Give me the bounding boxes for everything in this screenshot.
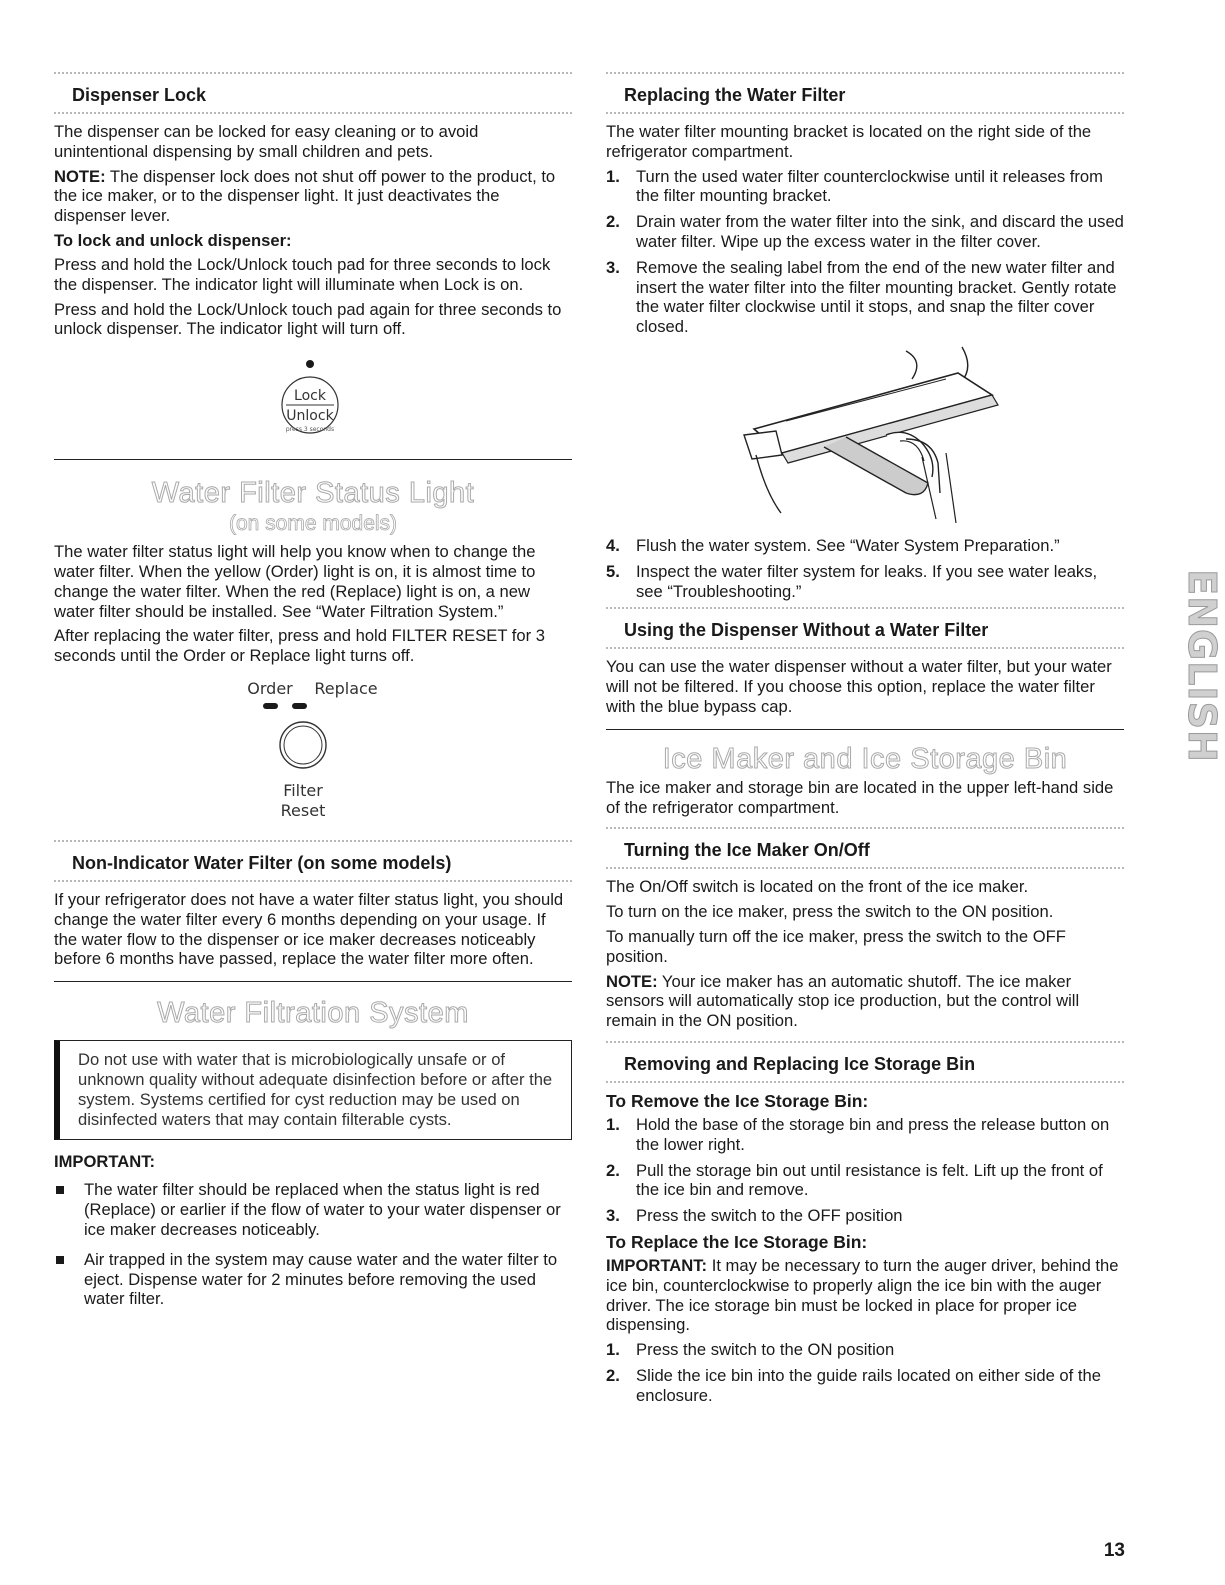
- note-text: Your ice maker has an automatic shutoff. The ice maker sensors will automatically stop ice production, but the control will remain in the ON position.: [606, 971, 1080, 1031]
- non-indicator-section: [54, 840, 572, 969]
- replace-indicator-light: [292, 703, 307, 709]
- status-light-paragraph: The water filter status light will help you know when to change the water filter. When the yellow (Order) light is on, it is almost time to change the water filter. When the red (Replace) light is on, a new water filter should be installed. See “Water Filtration System.”: [54, 542, 536, 621]
- on-off-p2: To turn on the ice maker, press the switch to the ON position.: [606, 902, 1054, 922]
- on-off-p3: To manually turn off the ice maker, press the switch to the OFF position.: [606, 926, 1066, 966]
- list-item: [54, 1180, 572, 1239]
- list-item: [606, 1340, 1124, 1360]
- step-text: Flush the water system. See “Water System Preparation.”: [636, 535, 1060, 555]
- step-number: 4.: [606, 535, 620, 555]
- non-indicator-paragraph: If your refrigerator does not have a water filter status light, you should change the water filter every 6 months depending on your usage. If the water flow to the dispenser or ice maker decreases noticeably before 6 months have passed, replace the water filter more often.: [54, 889, 564, 969]
- fig-press-label: press 3 seconds: [285, 426, 335, 434]
- list-item: [54, 1250, 572, 1309]
- water-filter-status-heading: Water Filter Status Light: [54, 459, 572, 510]
- filter-reset-pad-icon: [280, 722, 326, 768]
- fig-replace-label: Replace: [314, 678, 378, 698]
- step-number: 1.: [606, 166, 620, 186]
- step-number: 5.: [606, 561, 620, 581]
- list-item: [606, 1206, 1124, 1226]
- bullet-text: The water filter should be replaced when the status light is red (Replace) or earlier if the flow of water to your water dispenser or ice maker decreases noticeably.: [84, 1180, 561, 1239]
- replacing-steps-list: [606, 167, 1124, 337]
- replace-bin-subheading: To Replace the Ice Storage Bin:: [606, 1231, 868, 1252]
- order-indicator-light: [263, 703, 278, 709]
- language-side-tab: [1149, 566, 1224, 766]
- storage-bin-section: [606, 1041, 1124, 1406]
- step-text: Slide the ice bin into the guide rails located on either side of the enclosure.: [636, 1365, 1101, 1405]
- list-item: [606, 1115, 1124, 1155]
- bullet-square-icon: [56, 1186, 64, 1194]
- list-item: [606, 536, 1124, 556]
- dispenser-lock-note: [54, 167, 572, 226]
- list-item: [606, 1366, 1124, 1406]
- step-text: Press the switch to the OFF position: [636, 1206, 903, 1226]
- dispenser-lock-section: [54, 72, 572, 459]
- bullet-text: Air trapped in the system may cause water and the water filter to eject. Dispense water for 2 minutes before removing the used water filter.: [84, 1249, 558, 1309]
- replacing-filter-intro: The water filter mounting bracket is located on the right side of the refrigerator compartment.: [606, 122, 1092, 161]
- on-off-note: [606, 972, 1124, 1031]
- step-number: 1.: [606, 1340, 620, 1360]
- water-filter-status-section: [54, 459, 572, 832]
- replacing-filter-section: [606, 72, 1124, 601]
- step-text: Hold the base of the storage bin and press the release button on the lower right.: [636, 1114, 1110, 1154]
- water-filter-status-subheading: (on some models): [228, 512, 398, 536]
- fig-reset-label: Reset: [280, 800, 326, 820]
- fig-order-label: Order: [247, 678, 293, 698]
- step-text: Remove the sealing label from the end of the new water filter and insert the water filter into the filter mounting bracket. Gently rotate the water filter clockwise until it stops, and snap the filter cover closed.: [636, 257, 1117, 337]
- note-label: NOTE:: [606, 971, 658, 991]
- storage-bin-heading: Removing and Replacing Ice Storage Bin: [606, 1041, 1124, 1083]
- unlock-instructions: Press and hold the Lock/Unlock touch pad again for three seconds to unlock dispenser. The indicator light will turn off.: [54, 299, 562, 339]
- lock-indicator-light: [306, 360, 314, 368]
- replacing-steps-list-continued: [606, 536, 1124, 601]
- important-text: It may be necessary to turn the auger driver, behind the ice bin, counterclockwise to properly align the ice bin with the auger driver. The ice storage bin must be locked in place for proper ice dispensing.: [606, 1255, 1119, 1335]
- without-filter-heading: Using the Dispenser Without a Water Filter: [606, 607, 1124, 649]
- fig-unlock-label: Unlock: [286, 408, 334, 425]
- on-off-section: [606, 827, 1124, 1031]
- list-item: [606, 258, 1124, 337]
- ice-maker-section: [606, 729, 1124, 818]
- note-label: NOTE:: [54, 166, 106, 186]
- lock-unlock-subheading: To lock and unlock dispenser:: [54, 230, 292, 250]
- dispenser-lock-heading: Dispenser Lock: [54, 72, 572, 114]
- step-number: 3.: [606, 1206, 620, 1226]
- step-number: 2.: [606, 212, 620, 232]
- replace-bin-important: [606, 1256, 1124, 1335]
- bullet-square-icon: [56, 1256, 64, 1264]
- step-number: 1.: [606, 1114, 620, 1134]
- fig-filter-label: Filter: [283, 780, 323, 800]
- replacing-filter-heading: Replacing the Water Filter: [606, 72, 1124, 114]
- filtration-warning-box: Do not use with water that is microbiologically unsafe or of unknown quality without adequate disinfection before or after the system. Systems certified for cyst reduction may be used on disinfected waters that may contain filterable cysts.: [54, 1040, 572, 1140]
- filter-reset-paragraph: After replacing the water filter, press and hold FILTER RESET for 3 seconds until the Order or Replace light turns off.: [54, 626, 545, 666]
- page-number: 13: [1103, 1540, 1125, 1561]
- filter-replacement-illustration: [606, 343, 1124, 531]
- left-column: [54, 72, 572, 1319]
- without-filter-paragraph: You can use the water dispenser without a water filter, but your water will not be filtered. If you choose this option, replace the water filter with the blue bypass cap.: [606, 657, 1112, 716]
- filter-reset-figure: [54, 671, 572, 827]
- list-item: [606, 212, 1124, 252]
- step-text: Turn the used water filter counterclockwise until it releases from the filter mounting bracket.: [636, 166, 1103, 206]
- step-text: Press the switch to the ON position: [636, 1340, 895, 1360]
- dispenser-lock-intro: The dispenser can be locked for easy cleaning or to avoid unintentional dispensing by small children and pets.: [54, 122, 479, 161]
- step-text: Inspect the water filter system for leaks. If you see water leaks, see “Troubleshooting.”: [636, 561, 1098, 601]
- fig-lock-label: Lock: [294, 388, 326, 405]
- important-label: IMPORTANT:: [54, 1152, 156, 1172]
- ice-maker-paragraph: The ice maker and storage bin are located in the upper left-hand side of the refrigerator compartment.: [606, 777, 1114, 817]
- list-item: [606, 1161, 1124, 1201]
- without-filter-section: [606, 607, 1124, 716]
- on-off-heading: Turning the Ice Maker On/Off: [606, 827, 1124, 869]
- lock-unlock-figure: [54, 344, 572, 454]
- right-column: [606, 72, 1124, 1411]
- water-filtration-heading: Water Filtration System: [54, 981, 572, 1030]
- lock-instructions: Press and hold the Lock/Unlock touch pad for three seconds to lock the dispenser. The indicator light will illuminate when Lock is on.: [54, 254, 551, 294]
- step-number: 2.: [606, 1365, 620, 1385]
- side-tab-label: ENGLISH: [1180, 569, 1224, 763]
- step-text: Drain water from the water filter into the sink, and discard the used water filter. Wipe up the excess water in the filter cover.: [636, 212, 1124, 251]
- water-filtration-section: [54, 981, 572, 1309]
- step-number: 2.: [606, 1160, 620, 1180]
- non-indicator-heading: Non-Indicator Water Filter (on some models): [54, 840, 572, 882]
- on-off-p1: The On/Off switch is located on the front of the ice maker.: [606, 877, 1029, 897]
- important-label: IMPORTANT:: [606, 1255, 708, 1275]
- remove-bin-steps: [606, 1115, 1124, 1226]
- step-number: 3.: [606, 257, 620, 277]
- replace-bin-steps: [606, 1340, 1124, 1405]
- remove-bin-subheading: To Remove the Ice Storage Bin:: [606, 1090, 869, 1111]
- ice-maker-heading: Ice Maker and Ice Storage Bin: [606, 729, 1124, 776]
- list-item: [606, 562, 1124, 602]
- step-text: Pull the storage bin out until resistance is felt. Lift up the front of the ice bin and remove.: [636, 1160, 1103, 1200]
- note-text: The dispenser lock does not shut off power to the product, to the ice maker, or to the dispenser light. It just deactivates the dispenser lever.: [54, 166, 556, 226]
- list-item: [606, 167, 1124, 207]
- filtration-bullet-list: [54, 1180, 572, 1309]
